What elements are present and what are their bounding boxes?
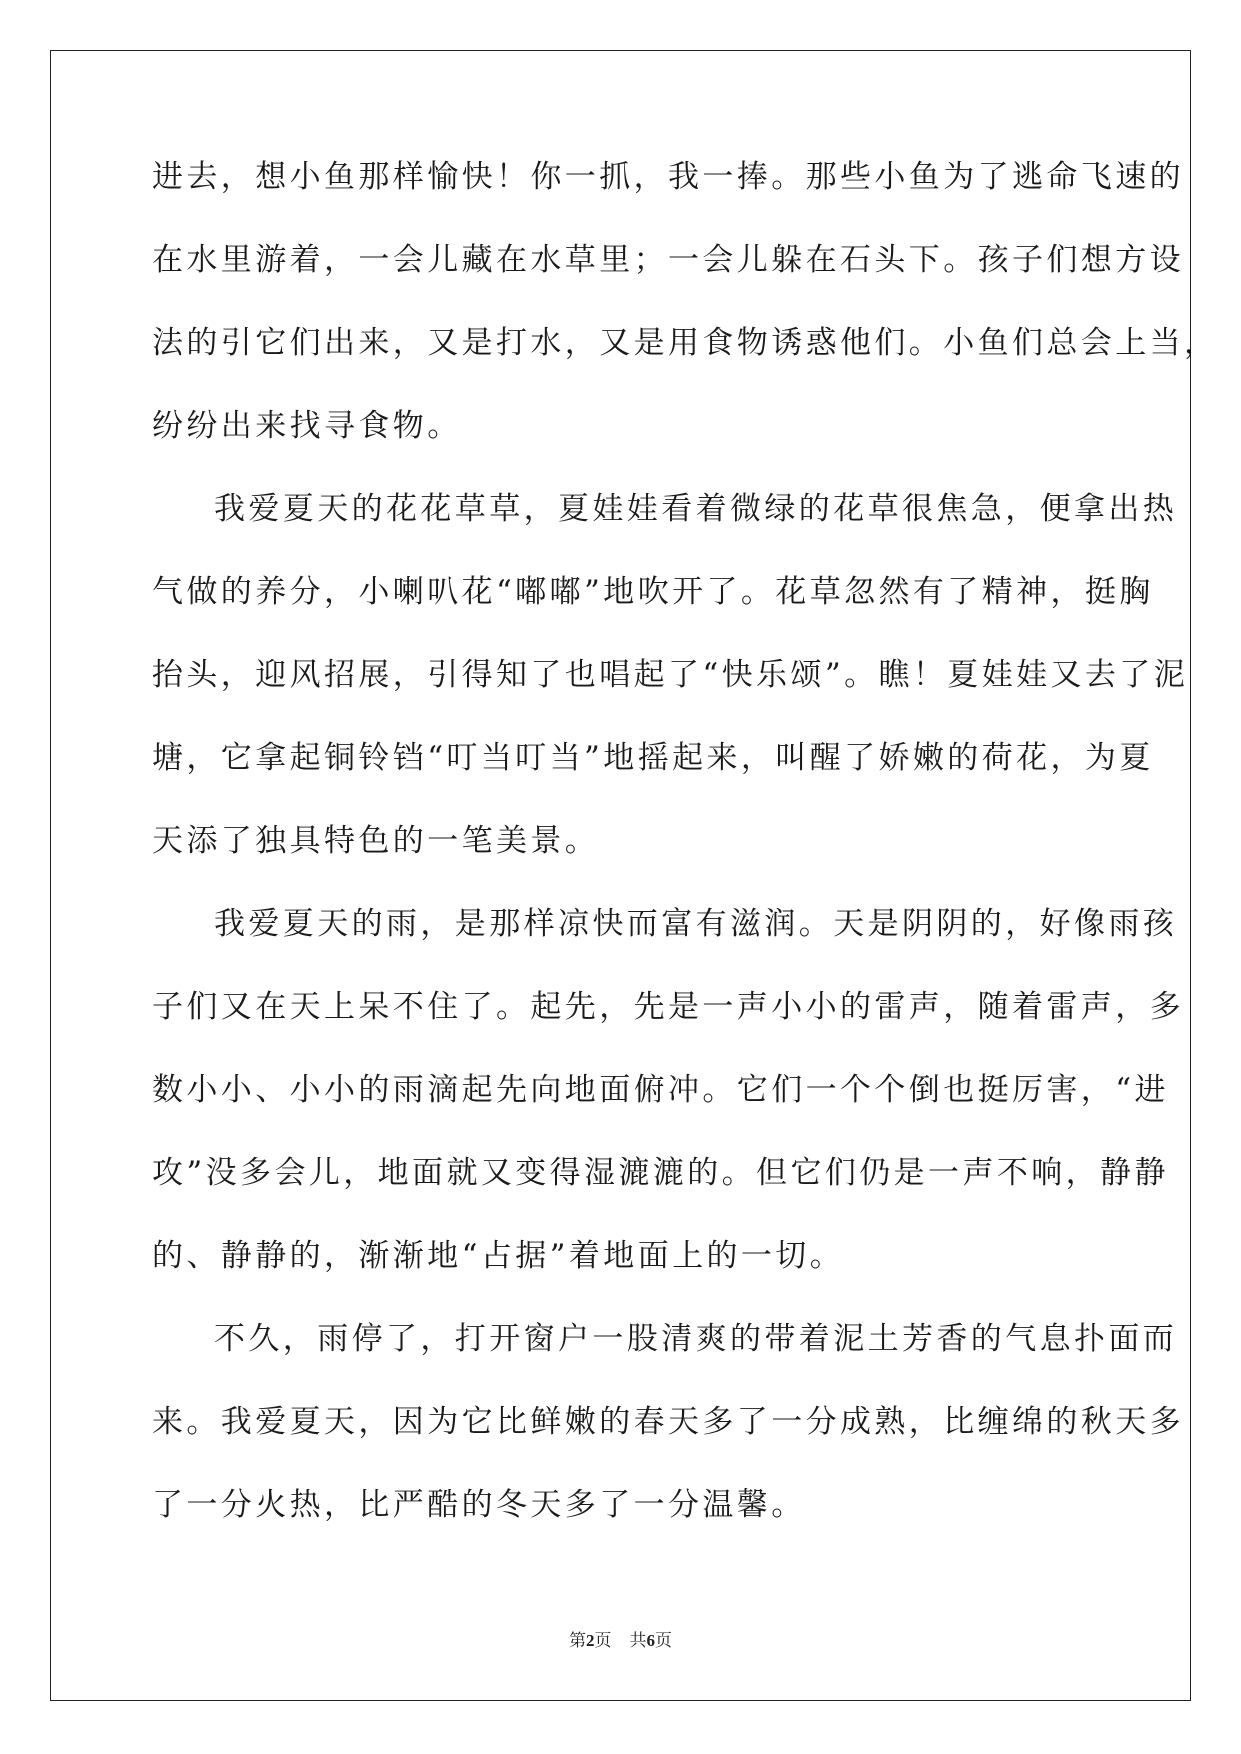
text-line: 数小小、小小的雨滴起先向地面俯冲。它们一个个倒也挺厉害，“进 bbox=[152, 1072, 1169, 1108]
text-line: 天添了独具特色的一笔美景。 bbox=[152, 823, 600, 859]
text-line: 纷纷出来找寻食物。 bbox=[152, 408, 462, 444]
text-line: 来。我爱夏天，因为它比鲜嫩的春天多了一分成熟，比缠绵的秋天多 bbox=[152, 1404, 1184, 1440]
total-suffix: 页 bbox=[655, 1631, 672, 1650]
text-line: 了一分火热，比严酷的冬天多了一分温馨。 bbox=[152, 1487, 806, 1523]
total-prefix: 共 bbox=[629, 1631, 647, 1650]
page-footer bbox=[0, 1626, 1241, 1651]
text-line: 塘，它拿起铜铃铛“叮当叮当”地摇起来，叫醒了娇嫩的荷花，为夏 bbox=[152, 740, 1154, 776]
text-line: 进去，想小鱼那样愉快！你一抓，我一捧。那些小鱼为了逃命飞速的 bbox=[152, 159, 1184, 195]
document-body bbox=[152, 155, 1219, 1566]
text-line: 法的引它们出来，又是打水，又是用食物诱惑他们。小鱼们总会上当， bbox=[152, 325, 1219, 361]
text-line: 在水里游着，一会儿藏在水草里；一会儿躲在石头下。孩子们想方设 bbox=[152, 242, 1184, 278]
total-page-count: 6 bbox=[646, 1631, 655, 1650]
current-page-number: 2 bbox=[586, 1631, 595, 1650]
text-line: 的、静静的，渐渐地“占据”着地面上的一切。 bbox=[152, 1238, 845, 1274]
text-line: 攻”没多会儿，地面就又变得湿漉漉的。但它们仍是一声不响，静静 bbox=[152, 1155, 1169, 1191]
text-line: 气做的养分，小喇叭花“嘟嘟”地吹开了。花草忽然有了精神，挺胸 bbox=[152, 574, 1154, 610]
page-prefix: 第 bbox=[569, 1631, 586, 1650]
paragraph-first-line: 我爱夏天的花花草草，夏娃娃看着微绿的花草很焦急，便拿出热 bbox=[214, 491, 1178, 527]
text-line: 抬头，迎风招展，引得知了也唱起了“快乐颂”。瞧！夏娃娃又去了泥 bbox=[152, 657, 1189, 693]
paragraph-first-line: 不久，雨停了，打开窗户一股清爽的带着泥土芳香的气息扑面而 bbox=[214, 1321, 1178, 1357]
text-line: 子们又在天上呆不住了。起先，先是一声小小的雷声，随着雷声，多 bbox=[152, 989, 1184, 1025]
page-suffix: 页 bbox=[594, 1631, 612, 1650]
paragraph-first-line: 我爱夏天的雨，是那样凉快而富有滋润。天是阴阴的，好像雨孩 bbox=[214, 906, 1178, 942]
